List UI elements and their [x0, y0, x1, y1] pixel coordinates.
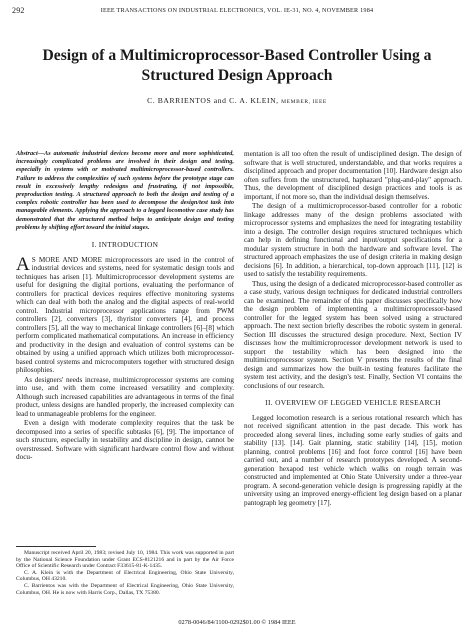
copyright-code: 0278-0046/84/1100-0292$01.00 © 1984 IEEE — [178, 619, 296, 626]
right-column — [244, 150, 462, 508]
intro-paragraph-1-text: S MORE AND MORE microprocessors are used in the control of industrial devices and systems, need for systematic design tools and techniques has arisen [1]. Multimicroprocessor development systems are useful for designing the digital portions, evaluating the performance of controllers for practical devices requires effective monitoring systems which can deal with both the analog and the digital aspects of real-world control. Industrial microprocessor applications range from PWM controllers [2], converters [3], thyristor converters [4], and process controllers [5], all the way to mechanical linkage controllers [6]–[8] which perform complicated mathematical computations. An increase in efficiency and productivity in the design and evaluation of control systems can be obtained by using a unified approach which utilizes both microprocessor-based control systems and microcomputers together with structured design philosophies. — [16, 255, 234, 375]
intro-paragraph-3: Even a design with moderate complexity requires that the task be decomposed into a series of specific subtasks [6], [9]. The importance of such structure, especially in testability and discipline in design, cannot be overstressed. Software with significant hardware control flow and without docu- — [16, 419, 234, 462]
intro-paragraph-1 — [16, 253, 234, 375]
author-names: C. BARRIENTOS and C. A. KLEIN, — [147, 96, 279, 105]
author-membership: MEMBER, IEEE — [281, 99, 327, 105]
left-column — [16, 150, 234, 463]
abstract-heading: Abstract— — [16, 150, 44, 157]
intro-paragraph-2: As designers' needs increase, multimicroprocessor systems are coming into use, and with them come increased versatility and complexity. Although such increased capabilities are advantageous in terms of the final product, unless designs are handled properly, the increased complexity can lead to unmanageable problems for the engineer. — [16, 375, 234, 418]
author-line — [40, 96, 434, 105]
drop-cap: A — [16, 253, 30, 275]
footnotes — [16, 550, 234, 596]
page-number: 292 — [12, 6, 25, 15]
footnote-rule — [16, 546, 96, 547]
footnote-klein: C. A. Klein is with the Department of Electrical Engineering, Ohio State University, Columbus, OH 43210. — [16, 569, 234, 583]
section-heading-introduction: I. INTRODUCTION — [91, 240, 159, 250]
right-paragraph-1: mentation is all too often the result of undisciplined design. The design of software that is well structured, understandable, and that works requires a disciplined approach and proper documentation [10]. Hardware design also often suffers from the unstructured, haphazard "plug-and-play" approach. Thus, the development of disciplined design practices and tools is as important, if not more so, than the individual design themselves. — [244, 150, 462, 201]
footnote-manuscript: Manuscript received April 20, 1983; revised July 10, 1984. This work was supported in part by the National Science Foundation under Grant ECS-8121216 and in part by the Air Force Office of Scientific Research under Contract F33615-81-K-1435. — [16, 550, 234, 570]
overview-paragraph-1: Legged locomotion research is a serious rotational research which has not received significant attention in the past decade. This work has proceeded along several lines, including some early studies of gaits and stability [13]. [14]. Gait planning, static stability [14], [15], motion planning, control problems [16] and foot force control [16] have been carried out, and a number of research prototypes developed. A second-generation hexapod test vehicle which walks on rough terrain was constructed and implemented at Ohio State University under a three-year program. A second-generation vehicle design is progressing rapidly at the university using an improved energy-efficient leg design based on a planar pantograph leg geometry [17]. — [244, 413, 462, 507]
abstract — [16, 150, 234, 232]
right-paragraph-3: Thus, using the design of a dedicated microprocessor-based controller as a case study, various design techniques for dedicated industrial controllers can be examined. The remainder of this paper discusses specifically how the design problem of implementing a multimicroprocessor-based controller for the legged system has been solved using a structured approach. The next section briefly describes the robotic system in general. Section III discusses the structured design procedure. Next, Section IV discusses how the multimicroprocessor development network is used to support the testability which has been designed into the multimicroprocessor system. Section V presents the results of the final design and summarizes how the built-in testing features facilitate the system test activity, and the design's test. Finally, Section VI contains the conclusions of our research. — [244, 279, 462, 390]
running-header — [12, 6, 462, 18]
section-heading-overview: II. OVERVIEW OF LEGGED VEHICLE RESEARCH — [265, 398, 441, 407]
abstract-text: As automatic industrial devices become more and more sophisticated, increasingly complicated problems are involved in their design and testing, especially in systems with or motivated multimicroprocessor-based controllers. Failure to address the complexities of such systems before the prototype stage can result in excessively lengthy redesigns and frustrating, if not impossible, preproduction testing. A structured approach to both the design and testing of a complex robotic controller has been used to decompose the design/test task into manageable elements. Applying the approach to a legged locomotive case study has demonstrated that the structured method helps to anticipate design and testing problems by shifting effort toward the initial stages. — [16, 150, 234, 231]
footnote-barrientos: C. Barrientos was with the Department of Electrical Engineering, Ohio State University, Columbus, OH. He is now with Harris Corp., Dallas, TX 75380. — [16, 582, 234, 596]
right-paragraph-2: The design of a multimicroprocessor-based controller for a robotic linkage addresses many of the design problems associated with microprocessor systems and emphasizes the need for integrating testability into a design. The controller design requires structured techniques which can help in defining functional and input/output specifications for a modular system structure in both the hardware and software level. The structured approach emphasizes the use of design criteria in making design decisions [6]. In addition, a hierarchical, top-down approach [11], [12] is used to satisfy the testability requirements. — [244, 202, 462, 278]
journal-header: IEEE TRANSACTIONS ON INDUSTRIAL ELECTRONICS, VOL. IE-31, NO. 4, NOVEMBER 1984 — [100, 7, 374, 14]
paper-title: Design of a Multimicroprocessor-Based Controller Using a Structured Design Approach — [42, 47, 432, 84]
